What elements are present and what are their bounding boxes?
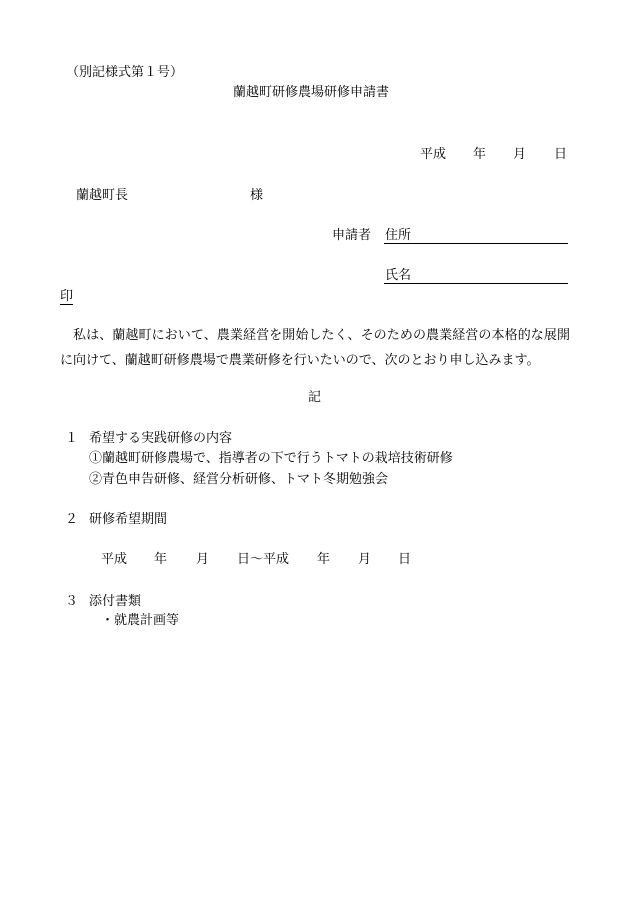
period-start-year: 年 — [154, 552, 168, 567]
section-1-heading: 希望する実践研修の内容 — [89, 431, 233, 446]
form-number: （別記様式第１号） — [66, 65, 184, 80]
addressee-name: 蘭越町長 — [76, 188, 129, 203]
period-start-era: 平成 — [101, 552, 128, 567]
body-paragraph: 私は、蘭越町において、農業経営を開始したく、そのための農業経営の本格的な展開に向けて、蘭越町研修農場で農業研修を行いたいので、次のとおり申し込みます。 — [60, 328, 570, 368]
section-2-heading: 研修希望期間 — [89, 512, 168, 527]
date-era: 平成 — [420, 147, 447, 162]
period-end-year: 年 — [317, 552, 331, 567]
section-3-item-1: ・就農計画等 — [101, 613, 180, 628]
document-title: 蘭越町研修農場研修申請書 — [233, 85, 390, 100]
date-month: 月 — [513, 147, 527, 162]
applicant-label: 申請者 — [332, 228, 372, 243]
section-2-number: ２ — [65, 512, 79, 527]
period-end-month: 月 — [358, 552, 372, 567]
seal-mark: 印 — [60, 289, 74, 304]
section-3-number: ３ — [65, 594, 79, 609]
section-1-number: １ — [65, 431, 79, 446]
section-1-item-2: ②青色申告研修、経営分析研修、トマト冬期勉強会 — [89, 472, 389, 487]
period-start-month: 月 — [196, 552, 210, 567]
period-end-day: 日 — [398, 552, 412, 567]
date-day: 日 — [554, 147, 568, 162]
section-1-item-1: ①蘭越町研修農場で、指導者の下で行うトマトの栽培技術研修 — [89, 451, 453, 466]
name-label: 氏名 — [385, 268, 412, 283]
addressee-honorific: 様 — [250, 188, 264, 203]
period-start-day-to: 日～平成 — [237, 552, 290, 567]
date-year: 年 — [473, 147, 487, 162]
address-label: 住所 — [385, 228, 412, 243]
name-line — [384, 283, 568, 284]
section-3-heading: 添付書類 — [89, 594, 142, 609]
address-line — [384, 243, 568, 244]
ki-marker: 記 — [308, 390, 322, 405]
